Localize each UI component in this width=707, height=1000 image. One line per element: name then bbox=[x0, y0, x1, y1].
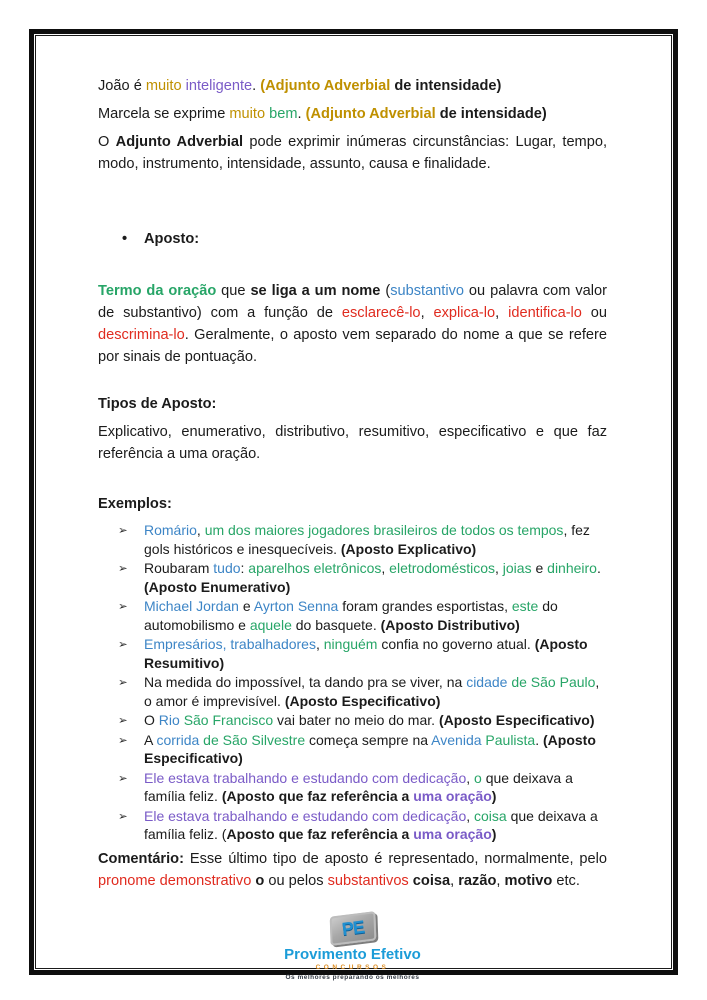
text-span: . Geralmente, o aposto vem separado do nome a que se refere por sinais de pontuação. bbox=[98, 327, 607, 365]
text-span: foram grandes esportistas, bbox=[338, 598, 512, 614]
text-span: que deixava a família feliz. bbox=[144, 769, 573, 804]
text-span: , bbox=[495, 560, 503, 576]
logo-tagline: Os melhores preparando os melhores bbox=[285, 973, 420, 981]
text-span: Aposto que faz referência a bbox=[226, 826, 414, 842]
text-span: identifica-lo bbox=[508, 305, 582, 321]
dot-bullet-icon: • bbox=[122, 231, 128, 247]
text-span: . bbox=[535, 731, 543, 748]
text-span: pronome demonstrativo bbox=[98, 872, 252, 889]
text-span: , bbox=[496, 872, 505, 889]
text-span: inteligente bbox=[185, 78, 253, 94]
page-border-inner-line bbox=[35, 35, 672, 981]
aposto-bullet bbox=[98, 228, 607, 250]
text-span: Rio bbox=[158, 712, 180, 728]
text-span: Roubaram bbox=[144, 560, 214, 576]
text-span: ) bbox=[491, 788, 497, 804]
text-span: Empresários, trabalhadores bbox=[144, 636, 316, 652]
text-span: , bbox=[196, 522, 205, 538]
text-span: Romário bbox=[144, 522, 197, 538]
example-aposto-enumerativo bbox=[98, 559, 607, 596]
text-span: muito bbox=[145, 78, 182, 94]
examples-list bbox=[98, 521, 607, 844]
example-aposto-especificativo-2 bbox=[98, 711, 607, 730]
footer-logo bbox=[98, 914, 607, 982]
text-span: do basquete. bbox=[291, 616, 381, 633]
text-span: Avenida bbox=[431, 731, 482, 748]
text-span: Aposto: bbox=[144, 231, 200, 247]
text-span: Na medida do impossível, ta dando pra se viver, na bbox=[144, 674, 467, 690]
exemplos-heading bbox=[98, 493, 607, 515]
arrow-bullet-icon: ➢ bbox=[118, 772, 128, 785]
text-span: O bbox=[98, 134, 116, 150]
text-span: (Aposto Explicativo) bbox=[340, 540, 477, 557]
arrow-bullet-icon: ➢ bbox=[118, 525, 128, 537]
arrow-bullet-icon: ➢ bbox=[118, 734, 128, 747]
text-span: que deixava a família feliz. ( bbox=[144, 807, 598, 842]
text-span: , o amor é imprevisível. bbox=[144, 674, 600, 709]
text-span: , bbox=[450, 872, 459, 889]
text-span: Termo da oração bbox=[98, 283, 217, 299]
arrow-bullet-icon: ➢ bbox=[118, 677, 128, 689]
text-span: : bbox=[240, 560, 249, 576]
text-span: , bbox=[466, 769, 475, 786]
text-span: aparelhos eletrônicos bbox=[248, 560, 382, 576]
text-span: (Aposto Especificativo) bbox=[144, 731, 596, 766]
text-span: joias bbox=[502, 560, 532, 576]
text-span: Tipos de Aposto: bbox=[98, 396, 217, 412]
text-span: . bbox=[252, 78, 261, 94]
text-span: , bbox=[315, 636, 324, 652]
text-span: vai bater no meio do mar. bbox=[273, 712, 439, 728]
text-span: e bbox=[531, 560, 548, 576]
text-span: de intensidade) bbox=[390, 78, 502, 94]
text-span: . bbox=[297, 106, 306, 122]
aposto-definition bbox=[98, 280, 607, 368]
text-span: Ayrton Senna bbox=[253, 598, 339, 614]
sentence-marcela bbox=[98, 103, 607, 125]
adjunto-adverbial-summary bbox=[98, 131, 607, 175]
text-span: de intensidade) bbox=[435, 106, 547, 122]
text-span: muito bbox=[229, 106, 266, 122]
text-span: ( bbox=[380, 283, 391, 299]
text-span: (Aposto Distributivo) bbox=[380, 616, 520, 633]
logo-icon-letters: PE bbox=[340, 916, 365, 939]
arrow-bullet-icon: ➢ bbox=[118, 601, 128, 613]
text-span: e bbox=[238, 598, 254, 614]
text-span: ou pelos bbox=[264, 872, 328, 889]
text-span: (Aposto Resumitivo) bbox=[144, 636, 588, 671]
text-span: ou bbox=[581, 305, 608, 321]
text-span: Marcela se exprime bbox=[98, 106, 230, 122]
text-span: . bbox=[596, 560, 601, 576]
tipos-heading bbox=[98, 393, 607, 415]
text-span: , fez gols históricos e inesquecíveis. bbox=[144, 522, 590, 557]
text-span: Explicativo, enumerativo, distributivo, resumitivo, especificativo e que faz referência a uma oração. bbox=[98, 424, 607, 462]
text-span: João é bbox=[98, 78, 146, 94]
logo-title: Provimento Efetivo bbox=[284, 945, 421, 963]
text-span: Ele estava trabalhando e estudando com dedicação bbox=[144, 769, 467, 786]
text-span: São Francisco bbox=[183, 712, 274, 728]
text-span: motivo bbox=[504, 872, 553, 889]
text-span: substantivo bbox=[390, 283, 465, 299]
example-aposto-especificativo-1 bbox=[98, 673, 607, 710]
document-content bbox=[36, 36, 671, 981]
text-span: etc. bbox=[552, 872, 580, 889]
text-span: este bbox=[511, 598, 539, 614]
text-span: dinheiro bbox=[547, 560, 597, 576]
text-span: Comentário: bbox=[98, 850, 184, 867]
text-span: se liga a um nome bbox=[250, 283, 381, 299]
provimento-efetivo-logo-icon bbox=[329, 911, 376, 946]
text-span: Ele estava trabalhando e estudando com dedicação bbox=[144, 807, 467, 824]
example-aposto-oracao-2 bbox=[98, 807, 607, 844]
text-span: ninguém bbox=[323, 636, 378, 652]
text-span: uma oração bbox=[413, 788, 492, 804]
text-span: (Adjunto Adverbial bbox=[305, 106, 436, 122]
text-span: , bbox=[495, 305, 509, 321]
text-span: Esse último tipo de aposto é representado, normalmente, pelo bbox=[183, 850, 607, 867]
logo-subtitle: CONCURSOS bbox=[315, 963, 390, 971]
example-aposto-especificativo-3 bbox=[98, 731, 607, 768]
text-span: (Aposto que faz referência a bbox=[221, 788, 414, 804]
text-span: começa sempre na bbox=[305, 731, 432, 748]
text-span: Adjunto Adverbial bbox=[115, 134, 244, 150]
example-aposto-oracao-1 bbox=[98, 769, 607, 806]
text-span: coisa bbox=[412, 872, 451, 889]
text-span: (Adjunto Adverbial bbox=[260, 78, 391, 94]
arrow-bullet-icon: ➢ bbox=[118, 639, 128, 651]
text-span: A bbox=[144, 731, 157, 748]
text-span: razão bbox=[458, 872, 497, 889]
text-span: coisa bbox=[474, 807, 507, 824]
text-span: esclarecê-lo bbox=[341, 305, 421, 321]
text-span: o bbox=[474, 769, 482, 786]
text-span: que bbox=[216, 283, 251, 299]
text-span: cidade bbox=[466, 674, 508, 690]
text-span: pode exprimir inúmeras circunstâncias: Lugar, tempo, modo, instrumento, intensidade, assunto, causa e finalidade. bbox=[98, 134, 607, 172]
text-span: de São Paulo bbox=[511, 674, 596, 690]
text-span: tudo bbox=[213, 560, 241, 576]
text-span: corrida bbox=[156, 731, 200, 748]
comentario bbox=[98, 848, 607, 892]
sentence-joao bbox=[98, 75, 607, 97]
text-span: eletrodomésticos bbox=[389, 560, 495, 576]
text-span: do automobilismo e bbox=[144, 598, 558, 633]
text-span: o bbox=[255, 872, 265, 889]
example-aposto-distributivo bbox=[98, 597, 607, 634]
tipos-body bbox=[98, 421, 607, 465]
text-span: (Aposto Enumerativo) bbox=[144, 578, 291, 595]
text-span: bem bbox=[269, 106, 298, 122]
arrow-bullet-icon: ➢ bbox=[118, 715, 128, 727]
text-span: explica-lo bbox=[433, 305, 496, 321]
text-span: Exemplos: bbox=[98, 496, 172, 512]
text-span: (Aposto Especificativo) bbox=[438, 712, 595, 728]
text-span: (Aposto Especificativo) bbox=[284, 692, 441, 709]
example-aposto-explicativo bbox=[98, 521, 607, 558]
text-span: de São Silvestre bbox=[203, 731, 306, 748]
text-span: substantivos bbox=[327, 872, 409, 889]
text-span: , bbox=[420, 305, 434, 321]
text-span: , bbox=[381, 560, 390, 576]
text-span: confia no governo atual. bbox=[377, 636, 535, 652]
text-span: Michael Jordan bbox=[144, 598, 239, 614]
text-span: ) bbox=[491, 826, 497, 842]
text-span: Paulista bbox=[485, 731, 536, 748]
text-span: , bbox=[466, 807, 475, 824]
text-span: uma oração bbox=[413, 826, 492, 842]
text-span: um dos maiores jogadores brasileiros de todos os tempos bbox=[204, 522, 564, 538]
page-border-frame bbox=[29, 29, 678, 981]
text-span: ou palavra com valor de substantivo) com a função de bbox=[98, 283, 607, 321]
arrow-bullet-icon: ➢ bbox=[118, 563, 128, 575]
example-aposto-resumitivo bbox=[98, 635, 607, 672]
text-span: aquele bbox=[249, 616, 292, 633]
arrow-bullet-icon: ➢ bbox=[118, 810, 128, 823]
text-span: O bbox=[144, 712, 159, 728]
text-span: descrimina-lo bbox=[98, 327, 185, 343]
